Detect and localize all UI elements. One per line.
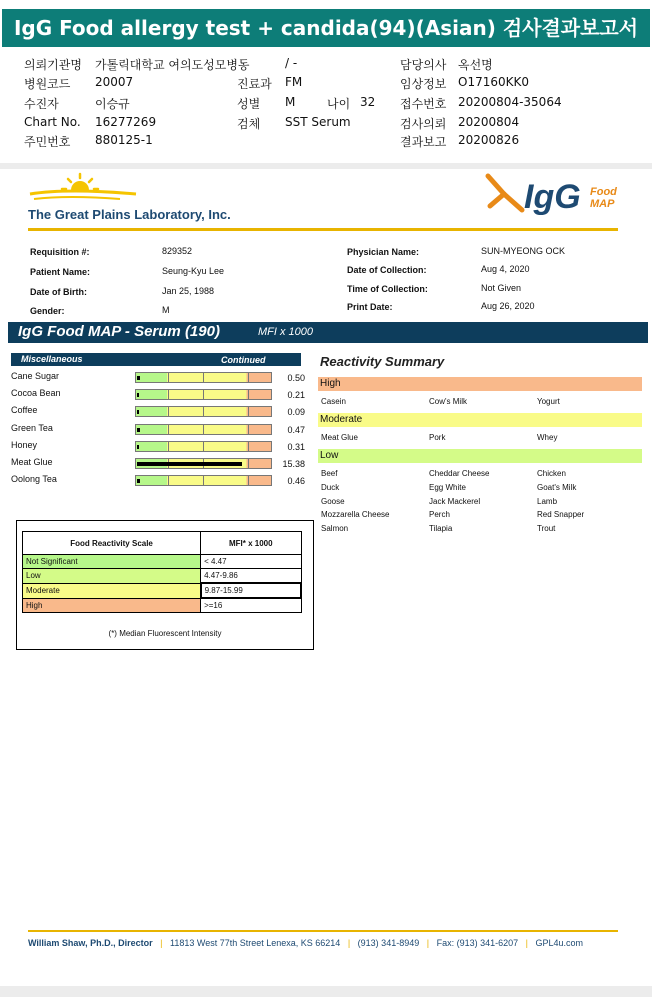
patient-left-value-0: 829352 xyxy=(162,246,193,256)
header-k2-3: 검체 xyxy=(237,117,261,131)
reactivity-band-moderate: Moderate xyxy=(318,413,642,427)
header-v3-1: O17160KK0 xyxy=(458,75,529,89)
bar-divider xyxy=(203,442,204,451)
header-v1-1: 20007 xyxy=(95,75,134,89)
bar-divider xyxy=(248,425,249,434)
scale-label-3: High xyxy=(23,598,201,613)
scale-row xyxy=(23,569,302,584)
bar-divider xyxy=(168,442,169,451)
scale-col1-header: Food Reactivity Scale xyxy=(23,532,201,555)
bar-divider xyxy=(168,373,169,382)
logo-food: Food xyxy=(590,186,617,198)
header-v3-4: 20200826 xyxy=(458,133,520,147)
header-k3-3: 검사의뢰 xyxy=(400,117,447,131)
header-k3-2: 접수번호 xyxy=(400,97,447,111)
header-v1-4: 880125-1 xyxy=(95,133,153,147)
patient-left-label-3: Gender: xyxy=(30,306,65,316)
bar-divider xyxy=(248,442,249,451)
food-name-4: Honey xyxy=(11,439,38,450)
header-age-label: 나이 xyxy=(327,97,351,111)
food-value-2: 0.09 xyxy=(287,407,305,418)
scale-range-2: 9.87-15.99 xyxy=(201,583,301,598)
gold-divider xyxy=(28,228,618,231)
bar-divider xyxy=(203,476,204,485)
header-k1-4: 주민번호 xyxy=(24,135,71,149)
bar-divider xyxy=(203,407,204,416)
misc-header xyxy=(11,353,301,366)
food-bar-fill xyxy=(137,445,139,449)
patient-right-value-0: SUN-MYEONG OCK xyxy=(481,246,566,256)
food-name-3: Green Tea xyxy=(11,422,53,433)
header-k3-4: 결과보고 xyxy=(400,135,447,149)
reactivity-item: Egg White xyxy=(429,482,466,492)
reactivity-item: Pork xyxy=(429,433,446,442)
food-bar-3 xyxy=(135,424,272,435)
misc-continued: Continued xyxy=(221,355,266,365)
bar-divider xyxy=(168,390,169,399)
patient-left-label-1: Patient Name: xyxy=(30,267,91,277)
food-name-5: Meat Glue xyxy=(11,457,53,467)
reactivity-item: Mozzarella Cheese xyxy=(321,510,390,520)
reactivity-item: Trout xyxy=(537,524,556,534)
reactivity-item: Cow's Milk xyxy=(429,397,467,406)
footer-director: William Shaw, Ph.D., Director xyxy=(28,938,153,948)
reactivity-item: Jack Mackerel xyxy=(429,496,481,506)
scale-row xyxy=(23,598,302,613)
scale-range-1: 4.47-9.86 xyxy=(201,569,301,584)
footer-divider xyxy=(28,930,618,932)
header-v3-0: 옥선명 xyxy=(458,58,493,72)
bar-divider xyxy=(203,425,204,434)
scale-row xyxy=(23,583,302,598)
patient-right-label-1: Date of Collection: xyxy=(347,265,427,275)
misc-heading: Miscellaneous xyxy=(21,354,83,364)
food-bar-fill xyxy=(137,479,140,483)
food-name-0: Cane Sugar xyxy=(11,371,60,381)
patient-right-label-3: Print Date: xyxy=(347,302,393,312)
header-v2-0: / - xyxy=(285,56,298,70)
header-k1-1: 병원코드 xyxy=(24,77,71,91)
bar-divider xyxy=(168,407,169,416)
logo-map: MAP xyxy=(590,198,615,210)
header-k1-0: 의뢰기관명 xyxy=(24,58,82,72)
food-bar-5 xyxy=(135,458,272,469)
reactivity-item: Tilapia xyxy=(429,524,453,534)
patient-left-label-2: Date of Birth: xyxy=(30,287,87,297)
food-bar-fill xyxy=(137,428,140,432)
header-k2-1: 진료과 xyxy=(237,77,272,91)
section-separator xyxy=(0,163,652,169)
bar-divider xyxy=(248,373,249,382)
header-k3-0: 담당의사 xyxy=(400,58,447,72)
bar-divider xyxy=(248,476,249,485)
bar-divider xyxy=(168,476,169,485)
bar-divider xyxy=(168,425,169,434)
reactivity-item: Goat's Milk xyxy=(537,482,577,492)
panel-title: IgG Food MAP - Serum (190) xyxy=(18,323,220,340)
footer-fax: Fax: (913) 341-6207 xyxy=(436,938,519,948)
reactivity-item: Duck xyxy=(321,482,340,492)
patient-right-label-2: Time of Collection: xyxy=(347,284,428,294)
report-title-banner: IgG Food allergy test + candida(94)(Asian) 검사결과보고서 xyxy=(2,9,650,47)
reactivity-item: Cheddar Cheese xyxy=(429,469,490,478)
sun-logo-icon xyxy=(28,170,140,204)
header-age-value: 32 xyxy=(360,95,376,109)
scale-range-0: < 4.47 xyxy=(201,555,301,569)
food-bar-4 xyxy=(135,441,272,452)
reactivity-item: Perch xyxy=(429,510,450,520)
reactivity-item: Whey xyxy=(537,433,558,442)
header-k1-3: Chart No. xyxy=(24,115,81,129)
antibody-logo-icon xyxy=(484,172,526,216)
header-v3-2: 20200804-35064 xyxy=(458,95,562,109)
food-bar-0 xyxy=(135,372,272,383)
reactivity-item: Chicken xyxy=(537,469,566,478)
scale-row xyxy=(23,555,302,569)
patient-left-label-0: Requisition #: xyxy=(30,247,90,257)
bottom-separator xyxy=(0,986,652,997)
patient-left-value-3: M xyxy=(162,305,170,315)
bar-divider xyxy=(203,373,204,382)
footer-phone: (913) 341-8949 xyxy=(357,938,420,948)
header-v1-0: 가톨릭대학교 여의도성모병동 xyxy=(95,58,250,72)
food-bar-fill xyxy=(137,393,139,397)
reactivity-item: Lamb xyxy=(537,496,558,506)
reactivity-item: Meat Glue xyxy=(321,433,358,442)
patient-right-value-2: Not Given xyxy=(481,283,522,293)
scale-range-3: >=16 xyxy=(201,598,301,613)
food-bar-fill xyxy=(137,410,139,414)
scale-label-0: Not Significant xyxy=(23,555,201,569)
food-bar-6 xyxy=(135,475,272,486)
reactivity-scale-box xyxy=(16,520,314,650)
header-v3-3: 20200804 xyxy=(458,115,520,129)
food-bar-fill xyxy=(137,462,242,466)
reactivity-item: Salmon xyxy=(321,524,349,534)
header-k3-1: 임상정보 xyxy=(400,77,447,91)
food-value-0: 0.50 xyxy=(287,373,305,383)
header-v2-1: FM xyxy=(285,75,303,89)
food-value-6: 0.46 xyxy=(287,476,305,487)
header-v1-3: 16277269 xyxy=(95,115,157,129)
food-bar-fill xyxy=(137,376,140,380)
patient-left-value-2: Jan 25, 1988 xyxy=(162,286,215,296)
patient-right-value-3: Aug 26, 2020 xyxy=(481,301,535,311)
reactivity-item: Goose xyxy=(321,496,345,506)
header-k1-2: 수진자 xyxy=(24,97,59,111)
bar-divider xyxy=(203,390,204,399)
lab-name: The Great Plains Laboratory, Inc. xyxy=(28,207,231,222)
header-v2-3: SST Serum xyxy=(285,115,351,129)
panel-title-bar xyxy=(8,322,648,343)
reactivity-band-low: Low xyxy=(318,449,642,463)
logo-food-map xyxy=(590,186,617,210)
reactivity-item: Casein xyxy=(321,397,346,406)
header-v1-2: 이승규 xyxy=(95,97,130,111)
bar-divider xyxy=(248,459,249,468)
reactivity-item: Red Snapper xyxy=(537,510,585,520)
patient-right-label-0: Physician Name: xyxy=(347,247,420,257)
scale-label-1: Low xyxy=(23,569,201,584)
food-value-1: 0.21 xyxy=(287,390,305,401)
bar-divider xyxy=(248,390,249,399)
logo-igg: IgG xyxy=(524,178,581,216)
food-bar-2 xyxy=(135,406,272,417)
reactivity-item: Beef xyxy=(321,469,338,478)
food-name-2: Coffee xyxy=(11,405,38,416)
header-k2-2: 성별 xyxy=(237,97,261,111)
food-value-4: 0.31 xyxy=(287,441,305,452)
food-name-1: Cocoa Bean xyxy=(11,388,61,399)
scale-label-2: Moderate xyxy=(23,583,201,598)
food-bar-1 xyxy=(135,389,272,400)
scale-col2-header: MFI* x 1000 xyxy=(201,532,301,555)
patient-right-value-1: Aug 4, 2020 xyxy=(481,264,530,274)
patient-left-value-1: Seung-Kyu Lee xyxy=(162,266,225,276)
food-value-3: 0.47 xyxy=(287,424,305,435)
scale-note: (*) Median Fluorescent Intensity xyxy=(108,629,222,638)
reactivity-item: Yogurt xyxy=(537,397,560,406)
reactivity-scale-table xyxy=(22,531,302,613)
bar-divider xyxy=(248,407,249,416)
panel-units: MFI x 1000 xyxy=(258,326,314,338)
reactivity-band-high: High xyxy=(318,377,642,391)
header-v2-2: M xyxy=(285,95,296,109)
footer-website: GPL4u.com xyxy=(535,938,584,948)
reactivity-summary-title: Reactivity Summary xyxy=(320,354,445,369)
footer-address: 11813 West 77th Street Lenexa, KS 66214 xyxy=(170,938,341,948)
food-value-5: 15.38 xyxy=(282,459,305,469)
food-name-6: Oolong Tea xyxy=(11,474,57,485)
footer: William Shaw, Ph.D., Director | 11813 West 77th Street Lenexa, KS 66214 | (913) 341-8949 | Fax: (913) 341-6207 | GPL4u.com xyxy=(28,938,584,948)
